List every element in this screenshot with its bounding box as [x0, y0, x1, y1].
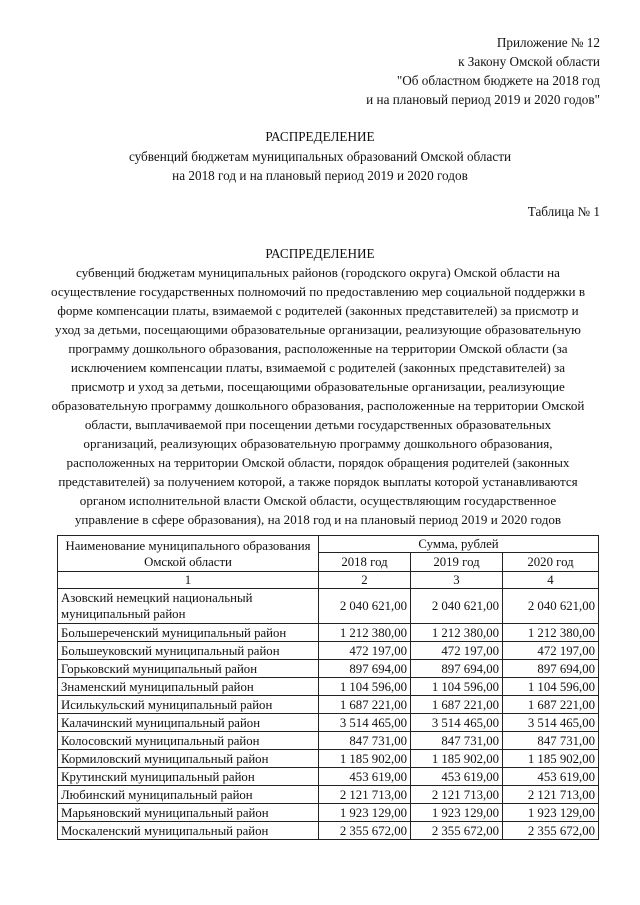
amount-2018: 2 040 621,00 [319, 589, 411, 624]
table-row [58, 768, 599, 786]
municipality-name: Москаленский муниципальный район [58, 822, 319, 840]
table-row [58, 786, 599, 804]
amount-2019: 1 185 902,00 [411, 750, 503, 768]
amount-2018: 2 121 713,00 [319, 786, 411, 804]
table-row [58, 589, 599, 624]
amount-2019: 1 923 129,00 [411, 804, 503, 822]
amount-2020: 1 212 380,00 [503, 624, 599, 642]
amount-2019: 2 121 713,00 [411, 786, 503, 804]
column-number: 4 [503, 572, 599, 589]
column-number: 2 [319, 572, 411, 589]
table-label: Таблица № 1 [527, 204, 600, 219]
amount-2019: 897 694,00 [411, 660, 503, 678]
municipality-name: Любинский муниципальный район [58, 786, 319, 804]
table-row [58, 750, 599, 768]
municipality-name: Колосовский муниципальный район [58, 732, 319, 750]
amount-2019: 1 104 596,00 [411, 678, 503, 696]
appendix-law-period: и на плановый период 2019 и 2020 годов" [366, 92, 600, 107]
municipality-name: Марьяновский муниципальный район [58, 804, 319, 822]
document-subtitle-line: на 2018 год и на плановый период 2019 и 2020 годов [172, 168, 468, 183]
amount-2019: 472 197,00 [411, 642, 503, 660]
header-sum: Сумма, рублей [319, 536, 599, 553]
table-row [58, 714, 599, 732]
amount-2020: 3 514 465,00 [503, 714, 599, 732]
table-row [58, 660, 599, 678]
amount-2019: 3 514 465,00 [411, 714, 503, 732]
appendix-law-title: "Об областном бюджете на 2018 год [396, 73, 600, 88]
header-municipality: Наименование муниципального образования Омской области [58, 536, 319, 572]
table-row [58, 642, 599, 660]
header-year-2018: 2018 год [319, 553, 411, 572]
municipality-name: Большереченский муниципальный район [58, 624, 319, 642]
amount-2019: 2 040 621,00 [411, 589, 503, 624]
municipality-name: Азовский немецкий национальный муниципальный район [58, 589, 319, 624]
amount-2018: 453 619,00 [319, 768, 411, 786]
table-row [58, 696, 599, 714]
appendix-reference [366, 33, 600, 109]
amount-2018: 1 185 902,00 [319, 750, 411, 768]
amount-2020: 2 121 713,00 [503, 786, 599, 804]
amount-2018: 3 514 465,00 [319, 714, 411, 732]
amount-2019: 1 687 221,00 [411, 696, 503, 714]
table-title: РАСПРЕДЕЛЕНИЕ [265, 246, 375, 261]
municipality-name: Крутинский муниципальный район [58, 768, 319, 786]
header-year-2020: 2020 год [503, 553, 599, 572]
amount-2018: 1 212 380,00 [319, 624, 411, 642]
amount-2019: 1 212 380,00 [411, 624, 503, 642]
municipality-name: Знаменский муниципальный район [58, 678, 319, 696]
document-subtitle-line: субвенций бюджетам муниципальных образований Омской области [128, 149, 512, 164]
document-title: РАСПРЕДЕЛЕНИЕ [265, 129, 375, 144]
amount-2020: 2 040 621,00 [503, 589, 599, 624]
column-number: 1 [58, 572, 319, 589]
amount-2018: 1 923 129,00 [319, 804, 411, 822]
amount-2018: 2 355 672,00 [319, 822, 411, 840]
amount-2020: 453 619,00 [503, 768, 599, 786]
amount-2018: 897 694,00 [319, 660, 411, 678]
header-year-2019: 2019 год [411, 553, 503, 572]
table-row [58, 624, 599, 642]
column-number: 3 [411, 572, 503, 589]
amount-2020: 1 104 596,00 [503, 678, 599, 696]
amount-2020: 472 197,00 [503, 642, 599, 660]
amount-2019: 847 731,00 [411, 732, 503, 750]
distribution-table [57, 535, 599, 840]
table-row [58, 804, 599, 822]
municipality-name: Кормиловский муниципальный район [58, 750, 319, 768]
table-description: субвенций бюджетам муниципальных районов (городского округа) Омской области на осуществление государственных полномочий по предоставлению мер социальной поддержки в форме компенсации платы, взимаемой с родителей (законных представителей) за присмотр и уход за детьми, посещающими образовательные организации, реализующие образовательную программу дошкольного образования, расположенные на территории Омской области (за исключением компенсации платы, взимаемой с родителей (законных представителей) за присмотр и уход за детьми, посещающими образовательные организации, реализующие образовательную программу дошкольного образования, расположенные на территории Омской области, выплачиваемой при посещении детьми государственных образовательных организаций, реализующих образовательную программу дошкольного образования, расположенных на территории Омской области, порядок обращения родителей (законных представителей) за получением которой, а также порядок выплаты которой устанавливаются органом исполнительной власти Омской области, осуществляющим государственное управление в сфере образования), на 2018 год и на плановый период 2019 и 2020 годов [50, 265, 585, 527]
amount-2020: 847 731,00 [503, 732, 599, 750]
appendix-law: к Закону Омской области [458, 54, 600, 69]
municipality-name: Исилькульский муниципальный район [58, 696, 319, 714]
amount-2018: 1 687 221,00 [319, 696, 411, 714]
document-subtitle [0, 147, 640, 185]
amount-2019: 2 355 672,00 [411, 822, 503, 840]
amount-2018: 1 104 596,00 [319, 678, 411, 696]
table-row [58, 822, 599, 840]
amount-2020: 1 923 129,00 [503, 804, 599, 822]
amount-2018: 847 731,00 [319, 732, 411, 750]
table-row [58, 678, 599, 696]
municipality-name: Большеуковский муниципальный район [58, 642, 319, 660]
municipality-name: Калачинский муниципальный район [58, 714, 319, 732]
amount-2019: 453 619,00 [411, 768, 503, 786]
amount-2020: 1 185 902,00 [503, 750, 599, 768]
table-row [58, 732, 599, 750]
municipality-name: Горьковский муниципальный район [58, 660, 319, 678]
amount-2018: 472 197,00 [319, 642, 411, 660]
amount-2020: 2 355 672,00 [503, 822, 599, 840]
appendix-number: Приложение № 12 [496, 35, 600, 50]
amount-2020: 1 687 221,00 [503, 696, 599, 714]
amount-2020: 897 694,00 [503, 660, 599, 678]
